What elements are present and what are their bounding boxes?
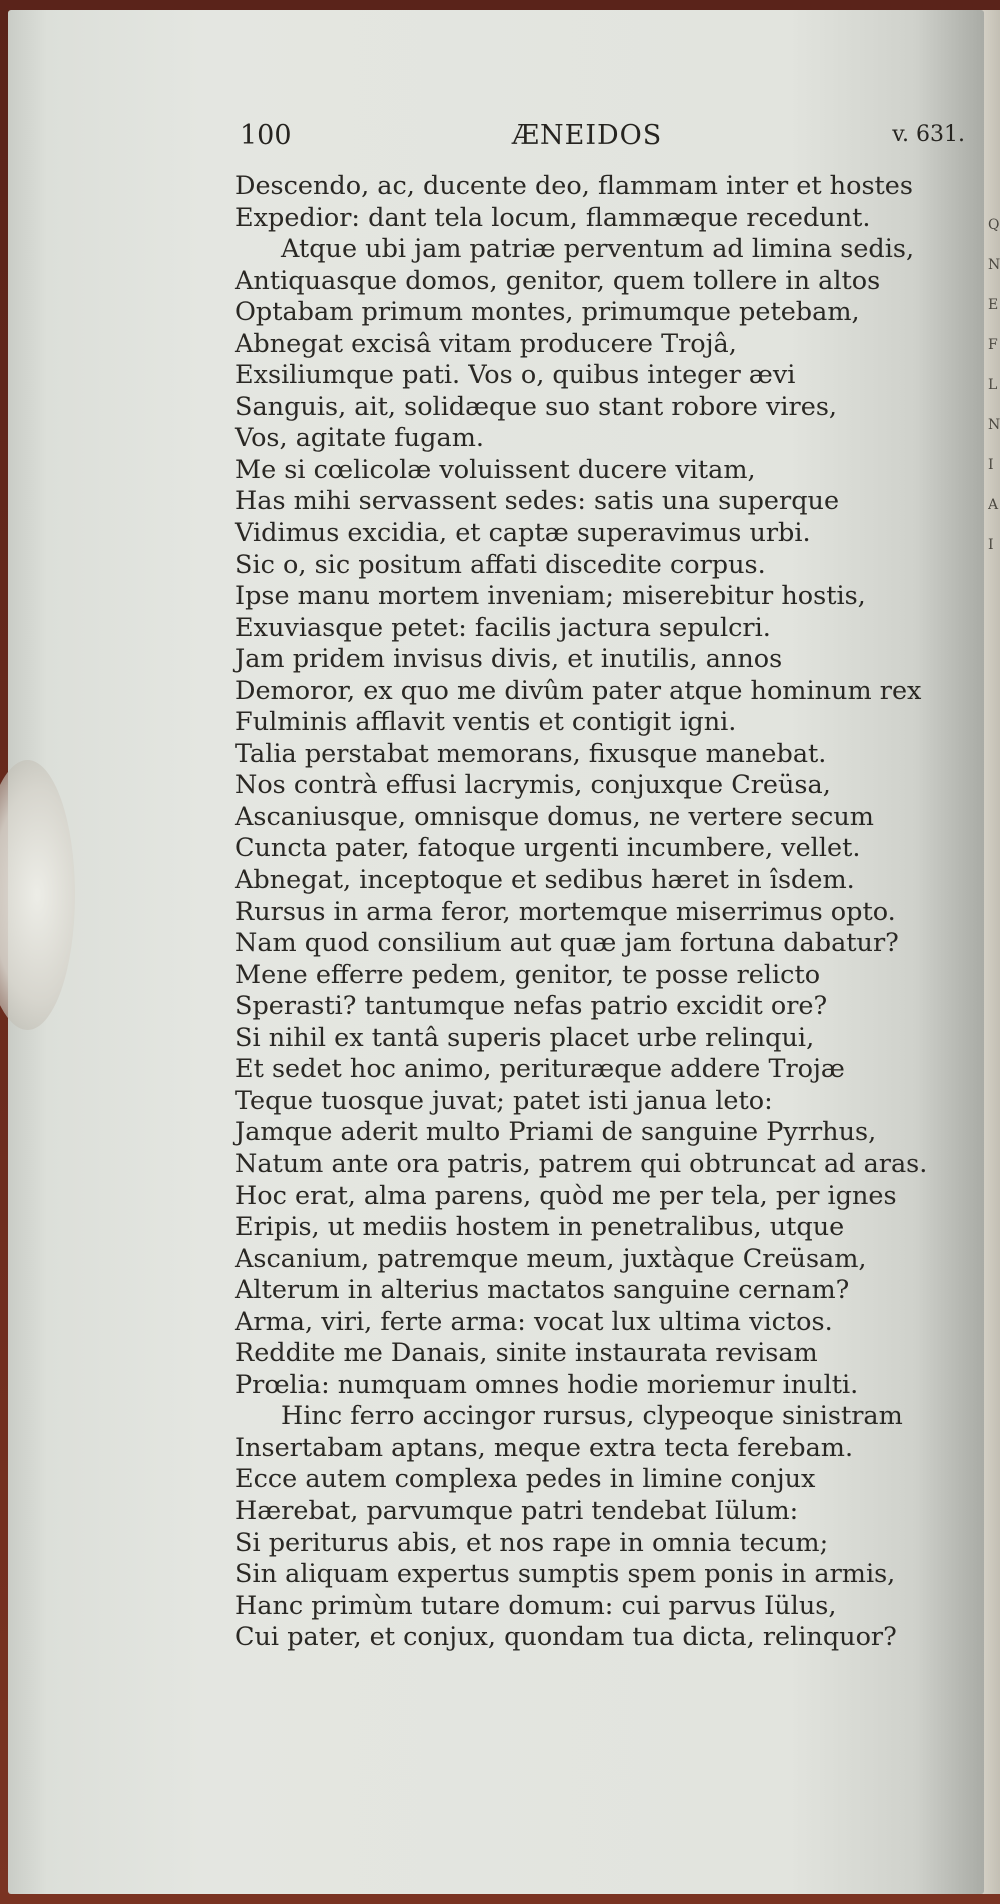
verse-line: Jamque aderit multo Priami de sanguine Pyrrhus, bbox=[235, 1117, 877, 1148]
verse-line: Jam pridem invisus divis, et inutilis, annos bbox=[235, 644, 783, 675]
page-header bbox=[240, 120, 965, 160]
verse-line: Alterum in alterius mactatos sanguine cernam? bbox=[235, 1275, 850, 1306]
verse-line: Hinc ferro accingor rursus, clypeoque sinistram bbox=[281, 1401, 903, 1432]
verse-line: Hærebat, parvumque patri tendebat Iülum: bbox=[235, 1495, 799, 1526]
verse-line: Sperasti? tantumque nefas patrio excidit ore? bbox=[235, 991, 828, 1022]
verse-line: Insertabam aptans, meque extra tecta ferebam. bbox=[235, 1432, 854, 1463]
verse-line: Teque tuosque juvat; patet isti janua leto: bbox=[235, 1085, 773, 1116]
edge-letter: N bbox=[988, 257, 1000, 273]
verse-line: Hoc erat, alma parens, quòd me per tela, per ignes bbox=[235, 1180, 897, 1211]
edge-letter: E bbox=[988, 297, 999, 313]
verse-line: Sic o, sic positum affati discedite corpus. bbox=[235, 549, 766, 580]
verse-line: Vos, agitate fugam. bbox=[235, 423, 484, 454]
verse-line: Cuncta pater, fatoque urgenti incumbere, vellet. bbox=[235, 833, 861, 864]
verse-line: Arma, viri, ferte arma: vocat lux ultima victos. bbox=[235, 1306, 833, 1337]
edge-letter: I bbox=[988, 457, 994, 473]
verse-line: Ecce autem complexa pedes in limine conjux bbox=[235, 1464, 816, 1495]
verse-line: Sanguis, ait, solidæque suo stant robore vires, bbox=[235, 391, 838, 422]
verse-line: Optabam primum montes, primumque petebam, bbox=[235, 297, 860, 328]
edge-letter: I bbox=[988, 537, 994, 553]
verse-line: Eripis, ut mediis hostem in penetralibus, utque bbox=[235, 1212, 845, 1243]
edge-letter: F bbox=[988, 337, 998, 353]
verse-line: Me si cœlicolæ voluissent ducere vitam, bbox=[235, 454, 756, 485]
verse-line: Demoror, ex quo me divûm pater atque hominum rex bbox=[235, 675, 922, 706]
verse-line: Exsiliumque pati. Vos o, quibus integer ævi bbox=[235, 360, 796, 391]
verse-line: Abnegat excisâ vitam producere Trojâ, bbox=[235, 328, 737, 359]
verse-line: Expedior: dant tela locum, flammæque recedunt. bbox=[235, 202, 871, 233]
verse-line: Hanc primùm tutare domum: cui parvus Iülus, bbox=[235, 1590, 837, 1621]
verse-line: Has mihi servassent sedes: satis una superque bbox=[235, 486, 840, 517]
edge-letter: Q bbox=[988, 217, 1000, 233]
verse-line: Si periturus abis, et nos rape in omnia tecum; bbox=[235, 1527, 829, 1558]
verse-line: Reddite me Danais, sinite instaurata revisam bbox=[235, 1338, 818, 1369]
running-title: ÆNEIDOS bbox=[512, 120, 663, 151]
verse-line: Antiquasque domos, genitor, quem tollere in altos bbox=[235, 265, 881, 296]
verse-line: Ipse manu mortem inveniam; miserebitur hostis, bbox=[235, 581, 866, 612]
verse-line: Abnegat, inceptoque et sedibus hæret in îsdem. bbox=[235, 865, 855, 896]
verse-line: Atque ubi jam patriæ perventum ad limina sedis, bbox=[281, 234, 915, 265]
verse-line: Nos contrà effusi lacrymis, conjuxque Creüsa, bbox=[235, 770, 831, 801]
verse-line: Et sedet hoc animo, perituræque addere Trojæ bbox=[235, 1054, 845, 1085]
page-number: 100 bbox=[240, 120, 292, 151]
verse-line: Talia perstabat memorans, fixusque manebat. bbox=[235, 738, 827, 769]
verse-line: Cui pater, et conjux, quondam tua dicta, relinquor? bbox=[235, 1622, 897, 1653]
edge-letter: A bbox=[988, 497, 999, 513]
verse-reference: v. 631. bbox=[892, 122, 965, 147]
verse-line: Exuviasque petet: facilis jactura sepulcri. bbox=[235, 612, 771, 643]
verse-line: Vidimus excidia, et captæ superavimus urbi. bbox=[235, 518, 811, 549]
poem-text bbox=[235, 171, 975, 1654]
verse-line: Mene efferre pedem, genitor, te posse relicto bbox=[235, 959, 821, 990]
verse-line: Fulminis afflavit ventis et contigit igni. bbox=[235, 707, 737, 738]
edge-letter: L bbox=[988, 377, 998, 393]
verse-line: Rursus in arma feror, mortemque miserrimus opto. bbox=[235, 896, 896, 927]
verse-line: Descendo, ac, ducente deo, flammam inter et hostes bbox=[235, 171, 913, 201]
verse-line: Prœlia: numquam omnes hodie moriemur inulti. bbox=[235, 1369, 859, 1400]
verse-line: Si nihil ex tantâ superis placet urbe relinqui, bbox=[235, 1022, 815, 1053]
verse-line: Ascanium, patremque meum, juxtàque Creüsam, bbox=[235, 1243, 867, 1274]
edge-letter: N bbox=[988, 417, 1000, 433]
verse-line: Sin aliquam expertus sumptis spem ponis in armis, bbox=[235, 1559, 896, 1590]
facing-page-letters bbox=[988, 205, 1000, 605]
verse-line: Ascaniusque, omnisque domus, ne vertere secum bbox=[235, 801, 874, 832]
verse-line: Nam quod consilium aut quæ jam fortuna dabatur? bbox=[235, 928, 899, 959]
verse-line: Natum ante ora patris, patrem qui obtruncat ad aras. bbox=[235, 1148, 928, 1179]
